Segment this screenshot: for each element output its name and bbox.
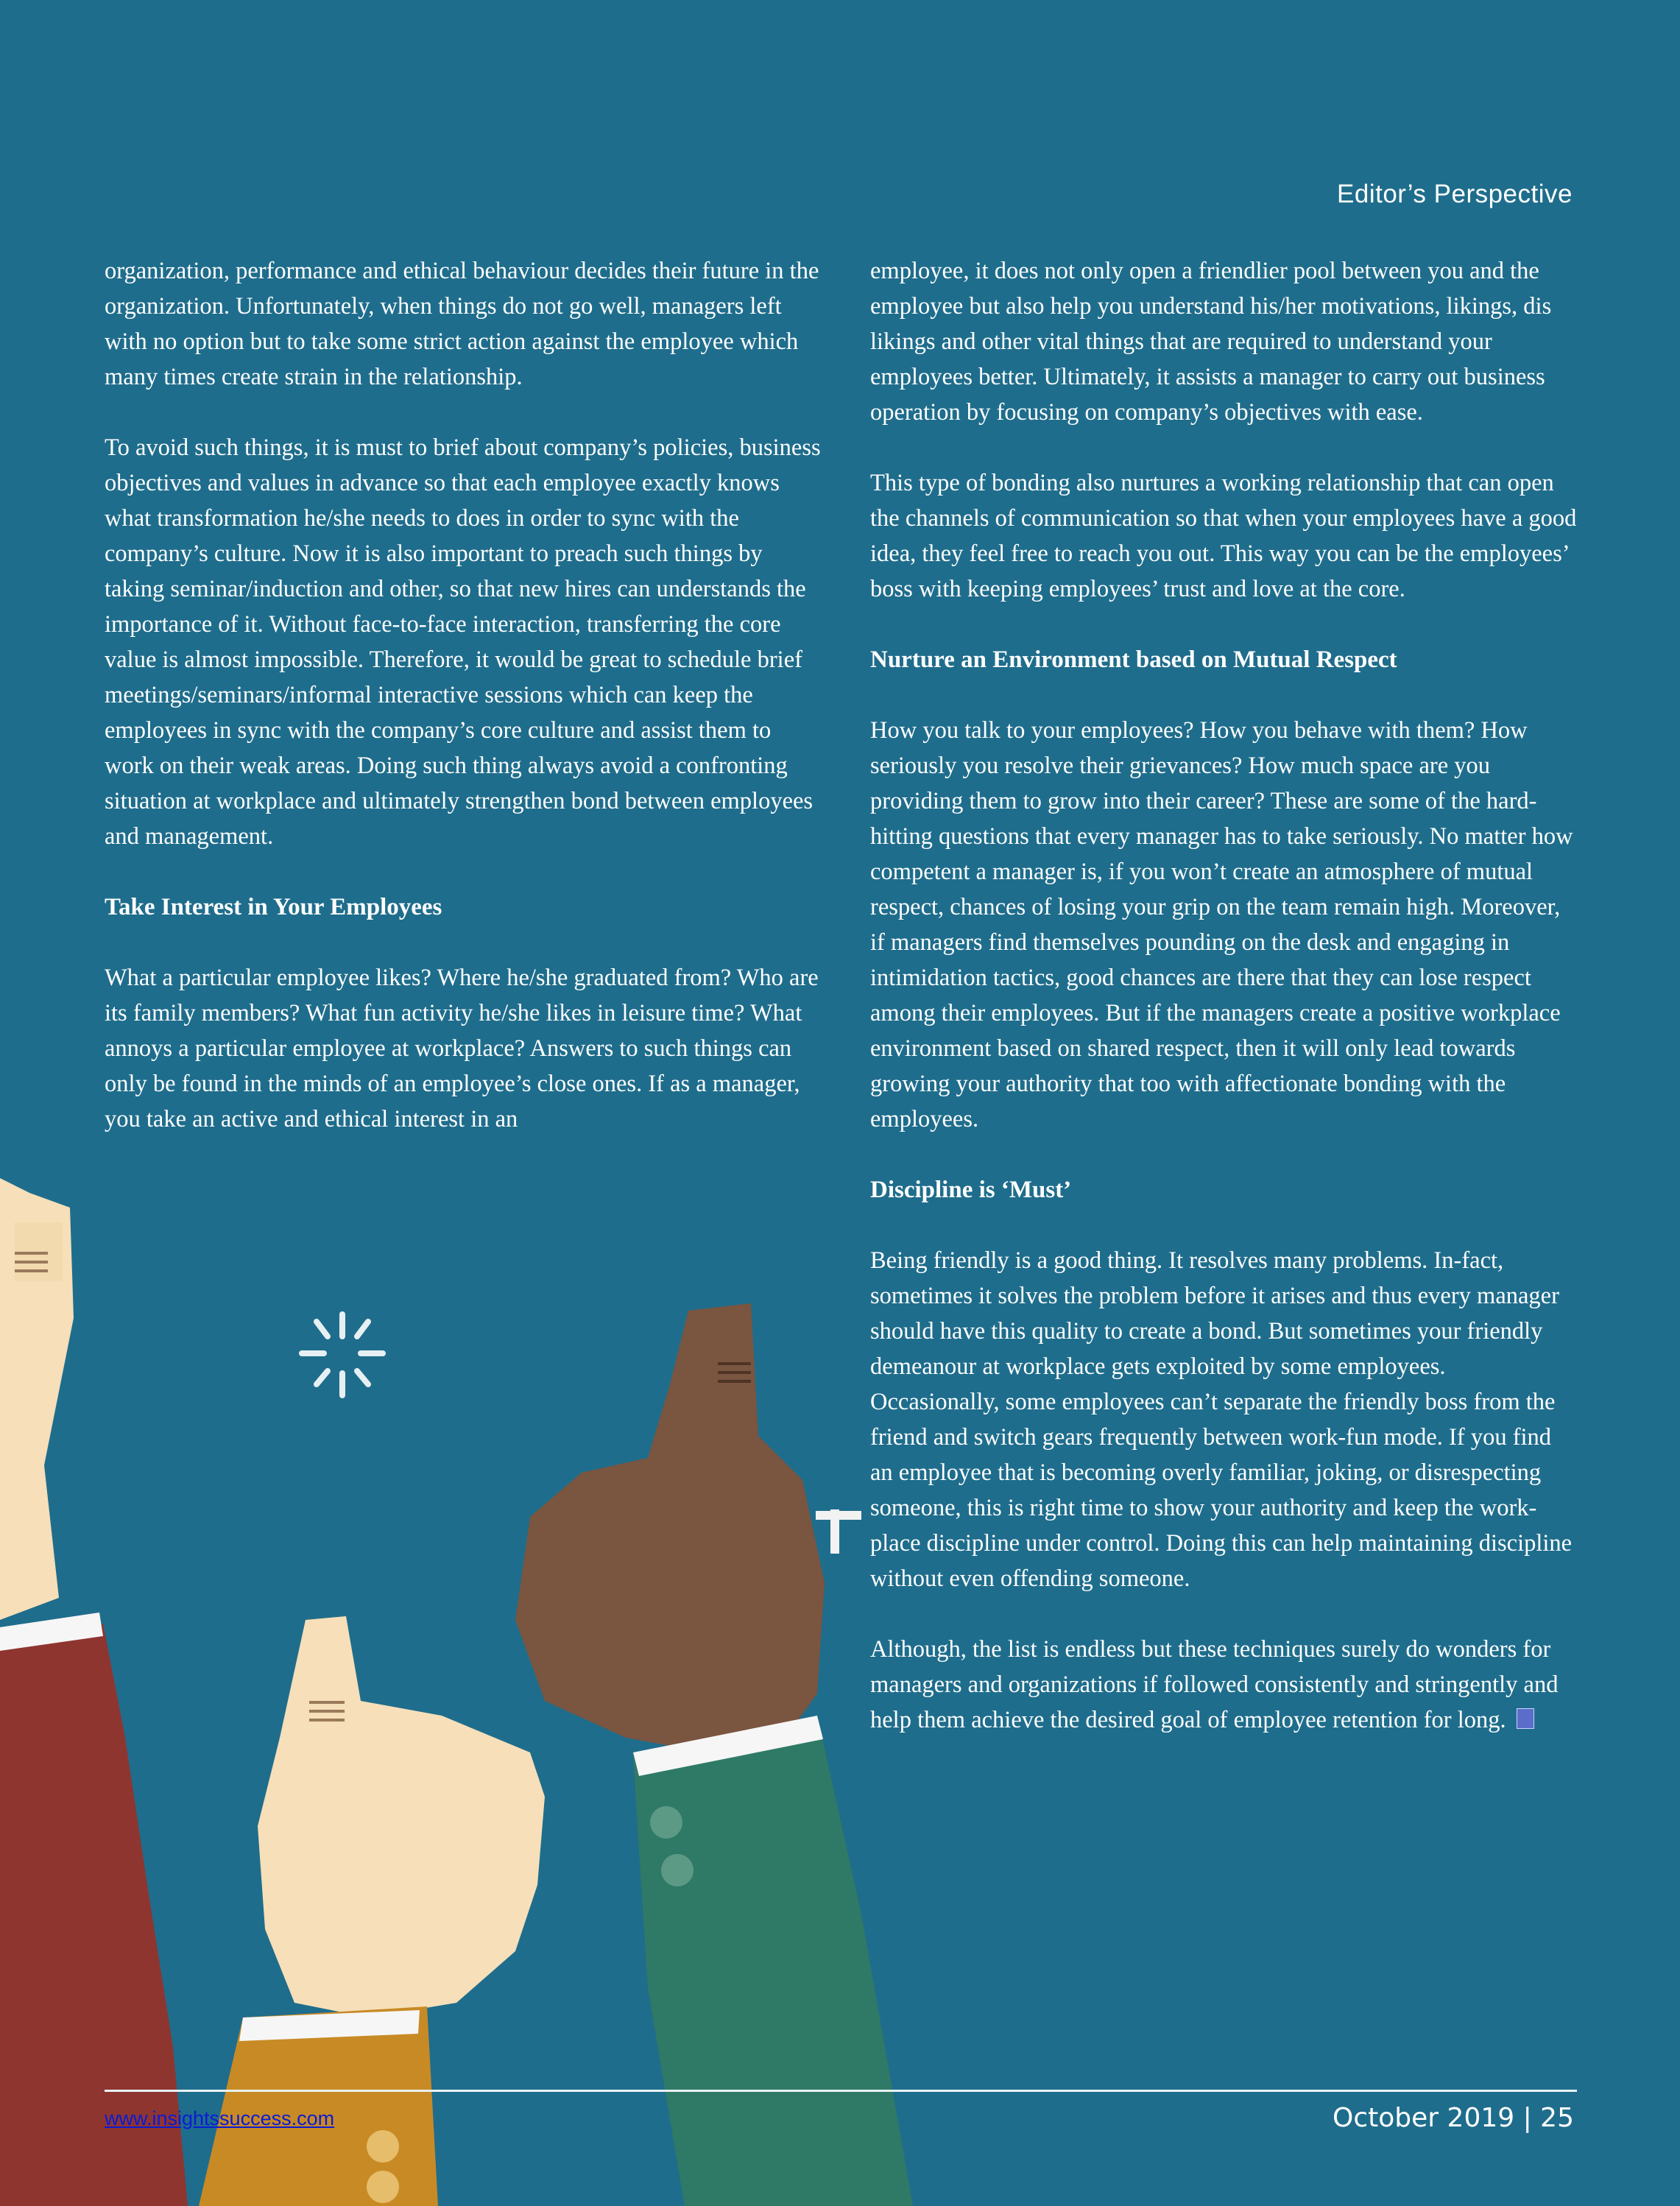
paragraph [870,1243,1577,1596]
section-label: Editor’s Perspective [1337,180,1573,208]
section-heading: Discipline is ‘Must’ [870,1177,1072,1203]
paragraph: What a particular employee likes? Where he/she graduated from? Who are its family members? What fun activity he/she likes in leisure time? What annoys a particular employee at workplace? Answers to such things can only be found in the minds of an employee’s close ones. If as a manager, you take an active and ethical interest in an [105,965,819,1132]
right-column [870,253,1577,1773]
paragraph-text: Being friendly is a good thing. It resolves many problems. In-fact, sometimes it solves the problem before it arises and thus every manager should have this quality to create a bond. But sometimes your friendly demeanour at workplace gets exploited by some employees. Occasionally, some employees can’t separate the friendly boss from the friend and switch gears frequently between work-fun mode. If you find an employee that is becoming overly familiar, joking, or disrespecting someone, this is right time to show your authority and keep the work-place discipline under control. Doing this can help maintaining discipline without even offending someone. [870,1247,1573,1592]
section-heading: Nurture an Environment based on Mutual Respect [870,646,1397,673]
issue-page-number: October 2019 | 25 [1333,2103,1574,2133]
end-of-article-icon [1517,1708,1534,1729]
footer-divider [105,2090,1577,2092]
paragraph: To avoid such things, it is must to brief about company’s policies, business objectives and values in advance so that each employee exactly knows what transformation he/she needs to does in order to sync with the company’s culture. Now it is also important to preach such things by taking seminar/induction and other, so that new hires can understands the importance of it. Without face-to-face interaction, transferring the core value is almost impossible. Therefore, it would be great to schedule brief meetings/seminars/informal interactive sessions which can keep the employees in sync with the company’s core culture and assist them to work on their weak areas. Doing such thing always avoid a confronting situation at workplace and ultimately strengthen bond between employees and management. [105,434,821,850]
left-column [105,253,826,1172]
paragraph: How you talk to your employees? How you behave with them? How seriously you resolve their grievances? How much space are you providing them to grow into their career? These are some of the hard-hitting questions that every manager has to take seriously. No matter how competent a manager is, if you won’t create an atmosphere of mutual respect, chances of losing your grip on the team remain high. Moreover, if managers find themselves pounding on the desk and engaging in intimidation tactics, good chances are there that they can lose respect among their employees. But if the managers create a positive workplace environment based on shared respect, then it will only lead towards growing your authority that too with affectionate bonding with the employees. [870,717,1573,1132]
section-heading: Take Interest in Your Employees [105,894,442,920]
paragraph: organization, performance and ethical behaviour decides their future in the organization. Unfortunately, when things do not go well, managers left with no option but to take some strict action against the employee which many times create strain in the relationship. [105,258,819,390]
paragraph: This type of bonding also nurtures a working relationship that can open the channels of communication so that when your employees have a good idea, they feel free to reach you out. This way you can be the employees’ boss with keeping employees’ trust and love at the core. [870,470,1577,602]
paragraph-text: Although, the list is endless but these techniques surely do wonders for managers and organizations if followed consistently and stringently and help them achieve the desired goal of employee retention for long. [870,1636,1559,1733]
website-link[interactable]: www.insightssuccess.com [105,2107,335,2129]
closing-paragraph [870,1632,1577,1738]
paragraph: employee, it does not only open a friendlier pool between you and the employee but also help you understand his/her motivations, likings, dis likings and other vital things that are required to understand your employees better. Ultimately, it assists a manager to carry out business operation by focusing on company’s objectives with ease. [870,258,1552,426]
